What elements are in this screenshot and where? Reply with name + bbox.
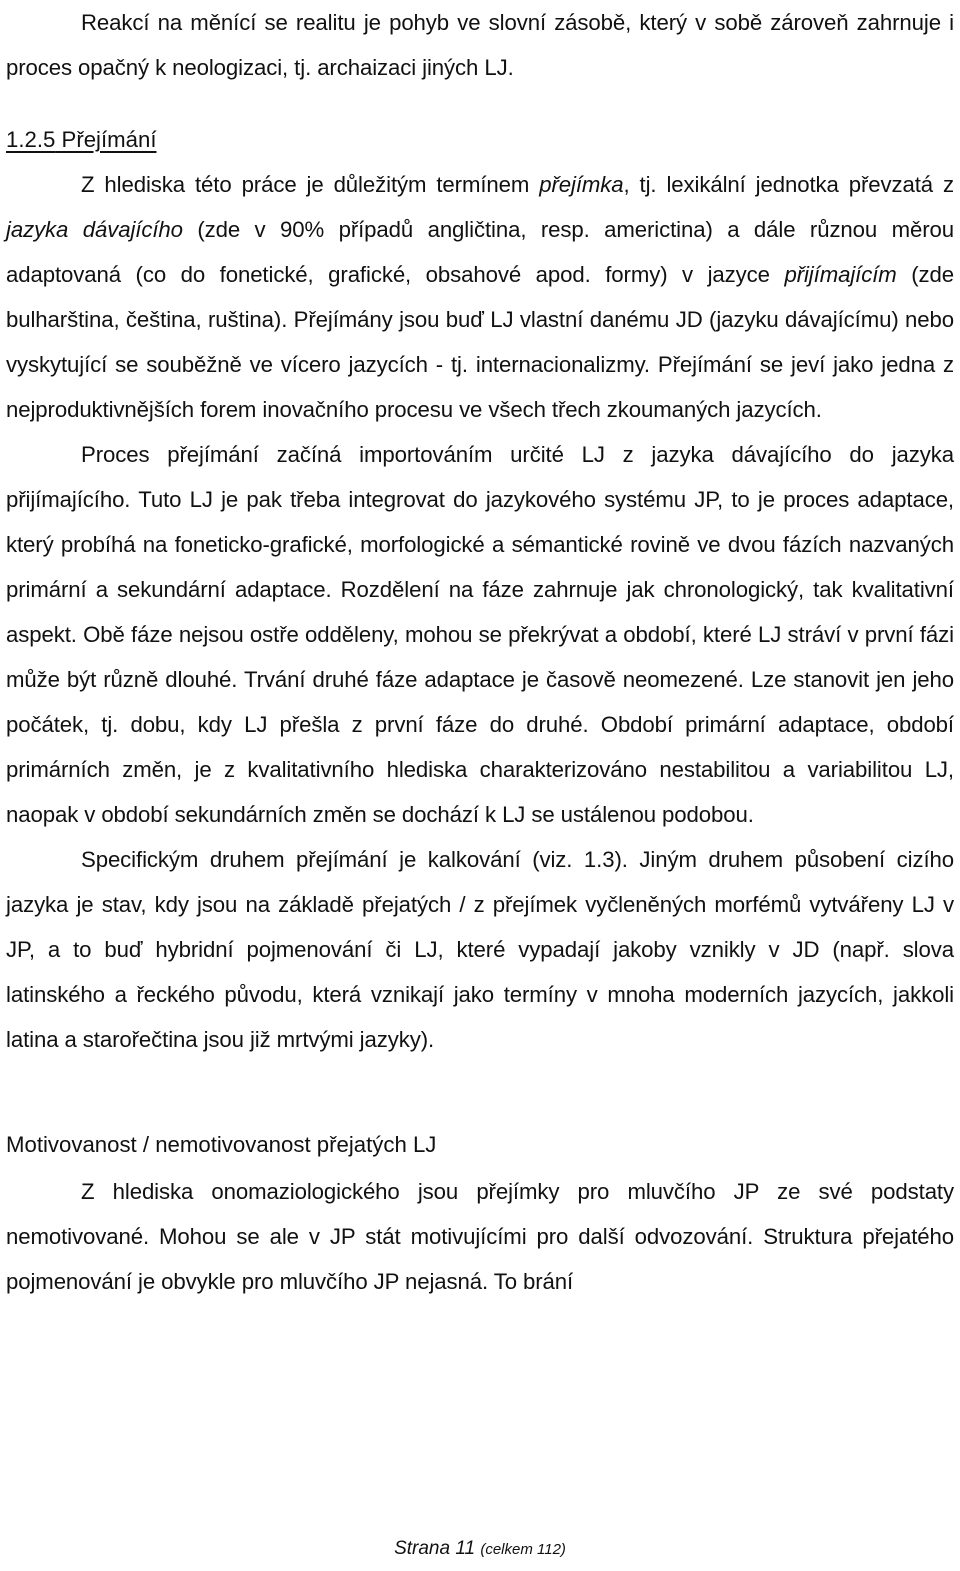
paragraph-text: (zde bulharština, čeština, ruština). Přejímány jsou buď LJ vlastní danému JD (jazyku dávajícímu) nebo vyskytující se souběžně ve vícero jazycích - tj. internacionalizmy. Přejímání se jeví jako jedna z nejproduktivnějších forem inovačního procesu ve všech třech zkoumaných jazycích. (6, 262, 954, 422)
document-page (6, 0, 954, 1304)
paragraph-proces-prejimani: Proces přejímání začíná importováním určité LJ z jazyka dávajícího do jazyka přijímajícího. Tuto LJ je pak třeba integrovat do jazykového systému JP, to je proces adaptace, který probíhá na foneticko-grafické, morfologické a sémantické rovině ve dvou fázích nazvaných primární a sekundární adaptace. Rozdělení na fáze zahrnuje jak chronologický, tak kvalitativní aspekt. Obě fáze nejsou ostře odděleny, mohou se překrývat a období, které LJ stráví v první fázi může být různě dlouhé. Trvání druhé fáze adaptace je časově neomezené. Lze stanovit jen jeho počátek, tj. dobu, kdy LJ přešla z první fáze do druhé. Období primární adaptace, období primárních změn, je z kvalitativního hlediska charakterizováno nestabilitou a variabilitou LJ, naopak v období sekundárních změn se dochází k LJ se ustálenou podobou. (6, 442, 954, 827)
subheading-motivovanost: Motivovanost / nemotivovanost přejatých LJ (6, 1132, 437, 1157)
paragraph-text: Z hlediska této práce je důležitým termínem (81, 172, 540, 197)
paragraph-text: (zde v 90% případů angličtina, resp. americtina) a dále různou měrou adaptovaná (co do fonetické, grafické, obsahové apod. formy) v jazyce (6, 217, 954, 287)
paragraph-text: , tj. lexikální jednotka převzatá z (623, 172, 954, 197)
spacer (6, 90, 954, 117)
page-footer (0, 1538, 960, 1560)
term-prejimka: přejímka (539, 172, 624, 197)
term-prijimajici: přijímajícím (784, 262, 897, 287)
paragraph-kalkovani: Specifickým druhem přejímání je kalkování (viz. 1.3). Jiným druhem působení cizího jazyka je stav, kdy jsou na základě přejatých / z přejímek vyčleněných morfémů vytvářeny LJ v JP, a to buď hybridní pojmenování či LJ, které vypadají jakoby vznikly v JD (např. slova latinského a řeckého původu, která vznikají jako termíny v mnoha moderních jazycích, jakkoli latina a starořečtina jsou již mrtvými jazyky). (6, 847, 954, 1052)
term-jazyk-davajici: jazyka dávajícího (6, 217, 183, 242)
page-number: Strana 11 (394, 1538, 476, 1559)
page-total: (celkem 112) (480, 1541, 566, 1558)
paragraph-motivovanost: Z hlediska onomaziologického jsou přejímky pro mluvčího JP ze své podstaty nemotivované. Mohou se ale v JP stát motivujícími pro další odvozování. Struktura přejatého pojmenování je obvykle pro mluvčího JP nejasná. To brání (6, 1179, 954, 1294)
section-title: Přejímání (61, 127, 157, 152)
intro-paragraph: Reakcí na měnící se realitu je pohyb ve slovní zásobě, který v sobě zároveň zahrnuje i proces opačný k neologizaci, tj. archaizaci jiných LJ. (6, 10, 954, 80)
paragraph-prejimka (6, 162, 954, 432)
spacer (6, 1062, 954, 1122)
section-heading (6, 117, 954, 162)
section-number: 1.2.5 (6, 127, 56, 152)
